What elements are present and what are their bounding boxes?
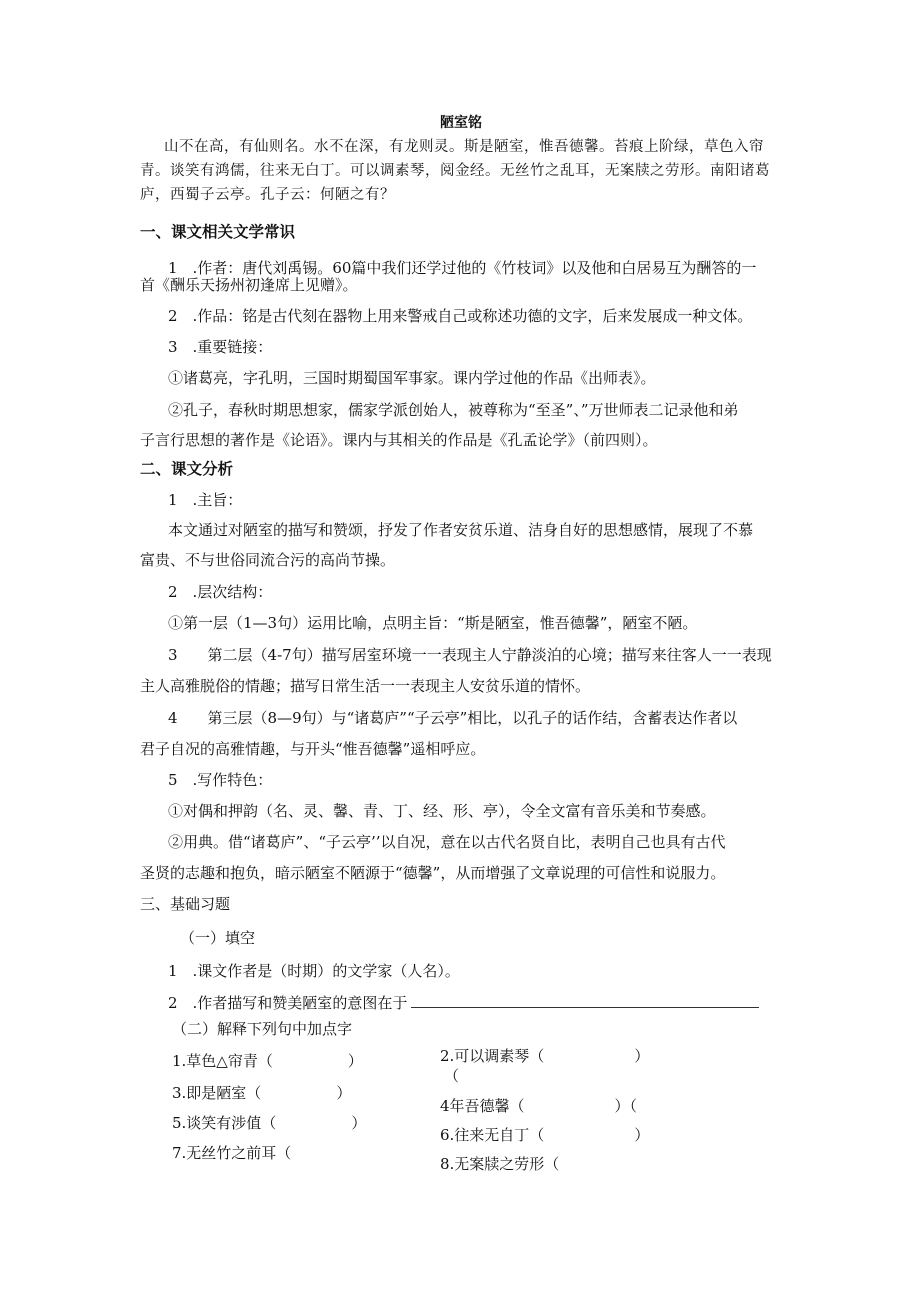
- sec2-p7: 5 .写作特色：: [168, 771, 273, 789]
- poem-line-1: 山不在高，有仙则名。水不在深，有龙则灵。斯是陋室，惟吾德馨。苔痕上阶绿，草色入帘: [164, 139, 764, 155]
- exercise-item-5: 5.谈笑有涉值（ ）: [172, 1114, 367, 1132]
- sec3-q2-text: 2 .作者描写和赞美陋室的意图在于: [168, 994, 408, 1012]
- exercise-item-8-clip: [440, 1154, 640, 1173]
- exercise-item-4: 4年吾德馨（ ）（: [440, 1097, 638, 1115]
- sec2-p5b: 主人高雅脱俗的情趣；描写日常生活一一表现主人安贫乐道的情怀。: [140, 677, 591, 695]
- sec1-p4: ①诸葛亮，字孔明，三国时期蜀国军事家。课内学过他的作品《出师表》。: [168, 369, 656, 387]
- exercise-item-1: 1.草色△帘青（ ）: [172, 1052, 363, 1070]
- sec1-p1b: 首《酬乐天扬州初逢席上见赠》。: [140, 276, 358, 294]
- poem-line-3: 庐，西蜀子云亭。孔子云：何陋之有？: [140, 187, 395, 203]
- exercise-item-6: 6.往来无自丁（ ）: [440, 1126, 650, 1144]
- sec2-p4: ①第一层（1—3句）运用比喻，点明主旨：“斯是陋室，惟吾德馨”，陋室不陋。: [168, 614, 698, 632]
- exercise-item-7: 7.无丝竹之前耳（: [172, 1144, 292, 1162]
- sec2-p6a: 4 第三层（8—9句）与“诸葛庐”“子云亭”相比，以孔子的话作结，含蓄表达作者以: [168, 709, 738, 727]
- sec2-p6b: 君子自况的高雅情趣，与开头“惟吾德馨”遥相呼应。: [140, 740, 486, 758]
- sec1-p5b: 子言行思想的著作是《论语》。课内与其相关的作品是《孔孟论学》（前四则）。: [140, 431, 658, 449]
- section-heading-3: 三、基础习题: [140, 895, 231, 913]
- exercise-item-3: 3.即是陋室（ ）: [172, 1084, 352, 1102]
- sec2-p8: ①对偶和押韵（名、灵、馨、青、丁、经、形、亭），令全文富有音乐美和节奏感。: [168, 802, 716, 820]
- sec1-p3: 3 .重要链接：: [168, 338, 273, 356]
- sec3-sub1: （一）填空: [180, 929, 256, 947]
- sec2-p5a: 3 第二层（4-7句）描写居室环境一一表现主人宁静淡泊的心境；描写来往客人一一表现: [168, 646, 772, 664]
- exercise-item-2-paren: （: [444, 1067, 460, 1085]
- sec2-p1: 1 .主旨：: [168, 491, 243, 509]
- exercise-item-2: 2.可以调素琴（ ）: [440, 1047, 650, 1065]
- sec2-p2a: 本文通过对陋室的描写和赞颂，抒发了作者安贫乐道、洁身自好的思想感情，展现了不慕: [168, 521, 754, 539]
- sec2-p9a: ②用典。借“诸葛庐”、“子云亭’’以自况，意在以古代名贤自比，表明自己也具有古代: [168, 833, 726, 851]
- sec3-q1: 1 .课文作者是（时期）的文学家（人名）。: [168, 962, 460, 980]
- sec3-q2: [168, 993, 759, 1013]
- poem-line-2: 青。谈笑有鸿儒，往来无白丁。可以调素琴，阅金经。无丝竹之乱耳，无案牍之劳形。南阳诸葛: [140, 163, 770, 179]
- section-heading-1: 一、课文相关文学常识: [140, 222, 296, 241]
- sec1-p1a: 1 .作者：唐代刘禹锡。60篇中我们还学过他的《竹枝词》以及他和白居易互为酬答的一: [168, 259, 757, 277]
- section-heading-2: 二、课文分析: [140, 459, 234, 478]
- doc-title: 陋室铭: [440, 115, 482, 131]
- answer-blank[interactable]: [411, 993, 759, 1008]
- sec2-p9b: 圣贤的志趣和抱负，暗示陋室不陋源于“德馨”，从而增强了文章说理的可信性和说服力。: [140, 864, 726, 882]
- sec2-p3: 2 .层次结构：: [168, 583, 273, 601]
- exercise-item-8: 8.无案牍之劳形（: [440, 1155, 560, 1173]
- sec1-p2: 2 .作品：铭是古代刻在器物上用来警戒自己或称述功德的文字，后来发展成一种文体。: [168, 307, 753, 325]
- sec1-p5a: ②孔子，春秋时期思想家，儒家学派创始人，被尊称为“至圣”、”万世师表二记录他和弟: [168, 401, 739, 419]
- sec2-p2b: 富贵、不与世俗同流合污的高尚节操。: [140, 551, 396, 569]
- sec3-sub2: （二）解释下列句中加点字: [172, 1020, 353, 1038]
